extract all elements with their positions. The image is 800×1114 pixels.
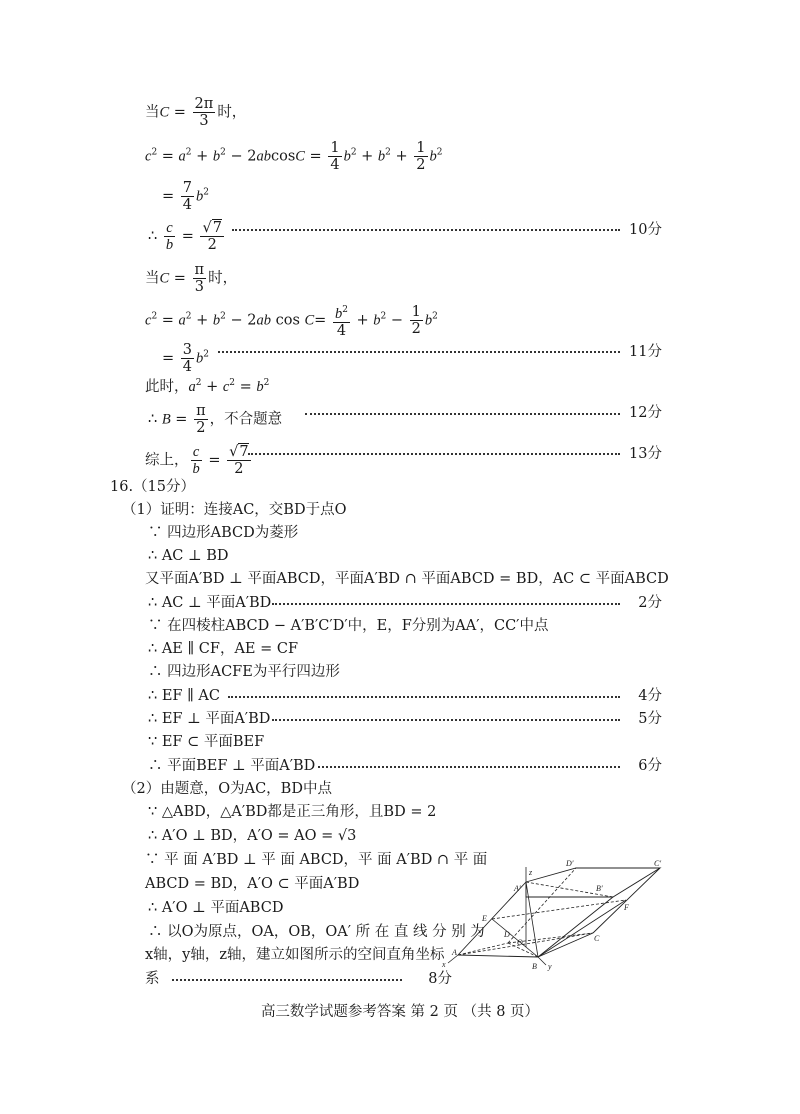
part1-line8: ∴ 四边形ACFE为平行四边形 — [148, 664, 340, 680]
label-a: A — [452, 948, 457, 957]
label-o: O — [517, 938, 523, 947]
edge-bb — [538, 897, 613, 957]
score-10: 10分 — [629, 222, 662, 238]
label-c-prime: C′ — [654, 859, 662, 868]
part1-line10: ∴ EF ⊥ 平面A′BD — [148, 711, 271, 727]
label-y: y — [548, 962, 552, 971]
part1-line5: ∴ AC ⊥ 平面A′BD — [148, 595, 272, 611]
label-a-prime: A′ — [514, 884, 521, 893]
part2-line3: ∴ A′O ⊥ BD，A′O = AO = √3 — [148, 828, 357, 844]
leader-dots — [248, 453, 620, 456]
prism-figure — [438, 855, 668, 980]
label-x: x — [442, 960, 446, 969]
part1-line2: ∵ 四边形ABCD为菱形 — [148, 525, 299, 541]
score-12: 12分 — [629, 405, 662, 421]
label-d-prime: D′ — [566, 859, 574, 868]
base-ad — [458, 943, 508, 955]
leader-dots — [172, 979, 402, 982]
case-c-2pi3: 当C = $\frac{2\pi}{3}$ 时， — [145, 96, 247, 129]
eq-simplify-1: = $\frac{7}{4}$ $b^2$ — [162, 180, 209, 213]
part2-line5: ABCD = BD，A′O ⊂ 平面A′BD — [145, 876, 360, 892]
label-c: C — [594, 934, 600, 943]
label-e: E — [482, 914, 487, 923]
base-ab — [458, 955, 538, 957]
score-11: 11分 — [629, 344, 662, 360]
line-bf — [538, 900, 626, 957]
question-16-heading: 16.（15分） — [110, 479, 196, 495]
eq-law-cosines-1: $c^2 = a^2 + b^2 - 2abcosC$ = $\frac{1}{4}$ $b^2 + b^2$ + $\frac{1}{2}$ $b^2$ — [145, 140, 443, 173]
axis-y — [538, 957, 546, 965]
leader-dots — [305, 413, 620, 416]
eq-simplify-2: = $\frac{3}{4}$ $b^2$ — [162, 342, 209, 375]
eq-law-cosines-2: $c^2 = a^2 + b^2 - 2ab$ cos C= $\frac{b^2}{4}$ + $b^2$ − $\frac{1}{2}$ $b^2$ — [145, 303, 438, 339]
leader-dots — [228, 696, 620, 699]
part1-line4: 又平面A′BD ⊥ 平面ABCD，平面A′BD ∩ 平面ABCD = BD，AC ⊂ 平面ABCD — [145, 571, 669, 587]
label-d: D — [504, 930, 510, 939]
part2-line6: ∴ A′O ⊥ 平面ABCD — [148, 900, 284, 916]
part1-line3: ∴ AC ⊥ BD — [148, 548, 229, 564]
top-face — [526, 868, 660, 897]
line-ef — [492, 900, 626, 919]
label-b: B — [532, 962, 537, 971]
note-pythagoras: 此时，$a^2 + c^2 = b^2$ — [145, 378, 270, 395]
score-8: 8分 — [428, 971, 452, 987]
label-z: z — [529, 868, 533, 877]
leader-dots — [272, 719, 620, 722]
part1-line7: ∴ AE ∥ CF，AE = CF — [148, 641, 299, 657]
part2-line9: 系 — [145, 971, 160, 987]
part1-line6: ∵ 在四棱柱ABCD − A′B′C′D′中，E，F分别为AA′，CC′中点 — [148, 618, 549, 634]
score-5: 5分 — [638, 711, 662, 727]
edge-dd — [508, 868, 576, 943]
part2-line7: ∴ 以O为原点，OA，OB，OA′ 所 在 直 线 分 别 为 — [148, 924, 485, 940]
edge-cc — [593, 868, 660, 933]
part1-line12: ∴ 平面BEF ⊥ 平面A′BD — [148, 758, 316, 774]
score-2: 2分 — [638, 595, 662, 611]
leader-dots — [272, 603, 620, 606]
line-ac — [458, 933, 593, 955]
score-13: 13分 — [629, 446, 662, 462]
leader-dots — [318, 766, 620, 769]
line-ab-prime — [526, 882, 538, 957]
result-ratio-1: ∴ $\frac{c}{b}$ = $\frac{√7}{2}$ — [148, 220, 222, 253]
part2-line2: ∵ △ABD，△A′BD都是正三角形，且BD = 2 — [148, 804, 437, 820]
leader-dots — [218, 351, 620, 354]
part1-line9: ∴ EF ∥ AC — [148, 688, 220, 704]
label-f: F — [624, 903, 629, 912]
part2-line8: x轴，y轴，z轴，建立如图所示的空间直角坐标 — [145, 947, 445, 963]
leader-dots — [232, 229, 620, 232]
result-angle-b: ∴ B = $\frac{\pi}{2}$ ，不合题意 — [148, 403, 283, 436]
line-eb — [492, 919, 538, 957]
label-b-prime: B′ — [596, 884, 603, 893]
conclusion-ratio: 综上， $\frac{c}{b}$ = $\frac{√7}{2}$ — [145, 444, 249, 477]
part2-line4: ∵ 平 面 A′BD ⊥ 平 面 ABCD，平 面 A′BD ∩ 平 面 — [145, 852, 488, 868]
score-6: 6分 — [638, 758, 662, 774]
part2-line1: （2）由题意，O为AC，BD中点 — [122, 781, 332, 797]
page-footer: 高三数学试题参考答案 第 2 页 （共 8 页） — [260, 1004, 540, 1020]
part1-line11: ∵ EF ⊂ 平面BEF — [148, 734, 265, 750]
case-c-pi3: 当C = $\frac{\pi}{3}$ 时， — [145, 262, 238, 295]
part1-line1: （1）证明：连接AC，交BD于点O — [122, 502, 347, 518]
score-4: 4分 — [638, 688, 662, 704]
